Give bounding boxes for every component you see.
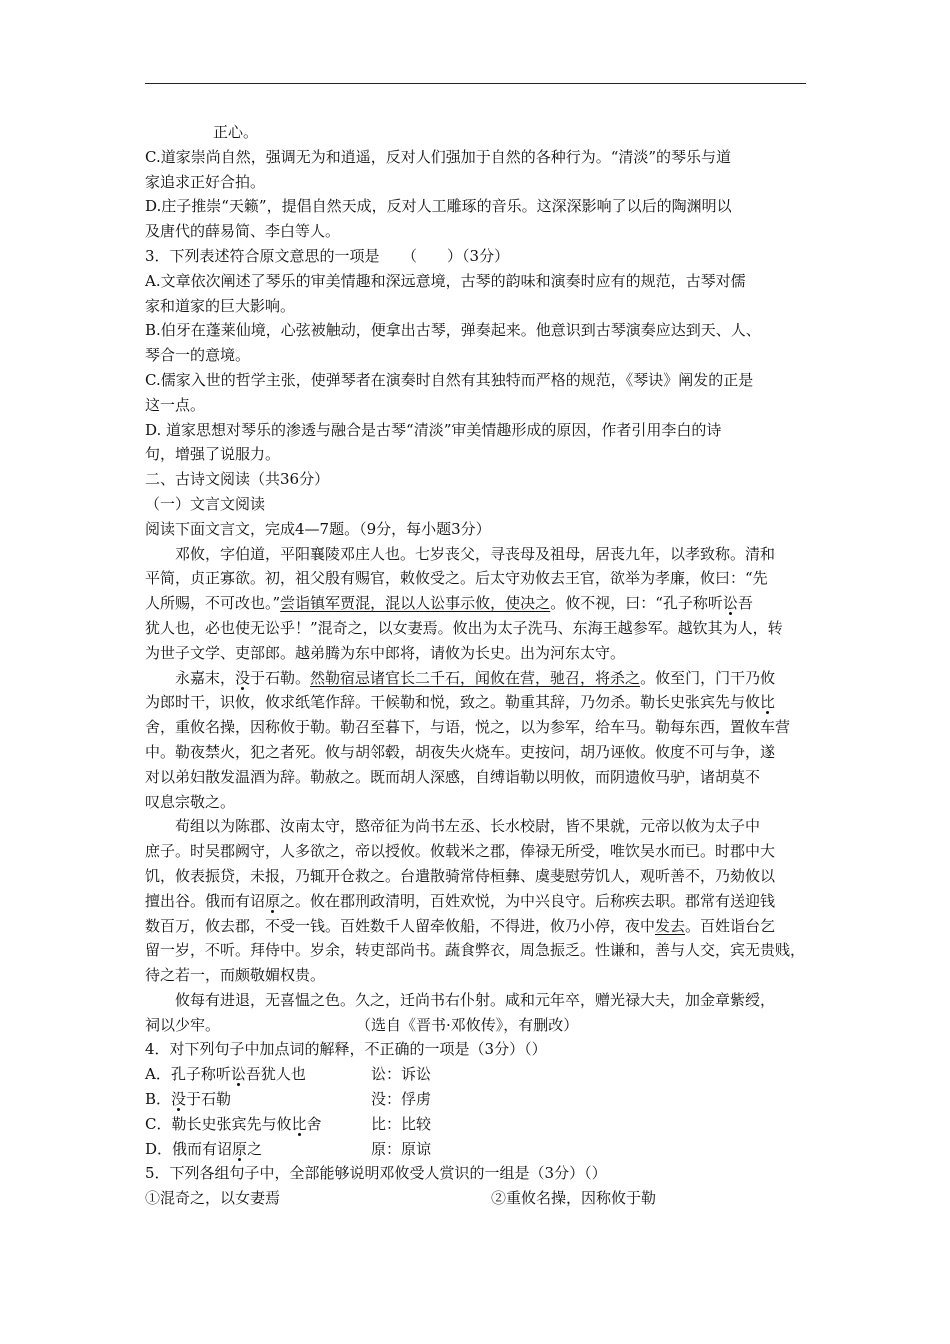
document-body xyxy=(145,120,813,1211)
dotted-word-mo: 没 xyxy=(235,668,251,687)
q4-option-b: B．没于石勒 没：俘虏 xyxy=(145,1090,432,1109)
q4-option-d: D．俄而有诏原之 原：原谅 xyxy=(145,1139,432,1158)
underlined-sentence-2: 然勒宿忌诸官长二千石，闻攸在营，驰召，将杀之 xyxy=(310,668,641,687)
q4-stem: 4．对下列句子中加点词的解释，不正确的一项是（3分）（） xyxy=(145,1040,547,1059)
q3-option-c: C.儒家入世的哲学主张，使弹琴者在演奏时自然有其独特而严格的规范，《琴诀》阐发的正是 这一点。 xyxy=(145,370,754,414)
q5-stem: 5．下列各组句子中，全部能够说明邓攸受人赏识的一组是（3分）（） xyxy=(145,1164,607,1183)
q5-item-1: ①混奇之，以女妻焉 xyxy=(145,1189,281,1208)
q5-item-2: ②重攸名操，因称攸于勒 xyxy=(491,1189,657,1208)
passage-paragraph-3: 荀组以为陈郡、汝南太守，愍帝征为尚书左丞、长水校尉，皆不果就，元帝以攸为太子中 庶子。时吴郡阙守，人多欲之，帝以授攸。攸载米之郡，俸禄无所受，唯饮吴水而已。时郡中大 饥，攸表振贷，未报，乃辄开仓救之。台遣散骑常侍桓彝、虞斐慰劳饥人，观听善不，乃劾攸以 擅出谷。俄而有诏原之。攸在郡刑政清明，百姓欢悦，为中兴良守。后称疾去职。郡常有送迎钱 数百万，攸去郡，不受一钱。百姓数千人留牵攸船，不得进，攸乃小停，夜中发去。百姓诣台乞 留一岁，不听。拜侍中。岁余，转吏部尚书。蔬食弊衣，周急振乏。性谦和，善与人交，宾无贵贱， 待之若一，而颇敬媚权贵。 xyxy=(145,817,806,985)
section-title: 二、古诗文阅读（共36分） xyxy=(145,470,330,489)
passage-paragraph-4: 攸每有进退，无喜愠之色。久之，迁尚书右仆射。咸和元年卒，赠光禄大夫，加金章紫绶， 祠以少牢。 （选自《晋书·邓攸传》，有删改） xyxy=(145,988,813,1038)
header-rule xyxy=(145,83,806,84)
q5-items xyxy=(145,1186,813,1211)
q2-option-c: C.道家崇尚自然，强调无为和逍遥，反对人们强加于自然的各种行为。“清淡”的琴乐与道 家追求正好合拍。 xyxy=(145,147,732,191)
dotted-word-song: 讼 xyxy=(722,594,738,613)
reading-instructions: 阅读下面文言文，完成4—7题。（9分，每小题3分） xyxy=(145,519,491,538)
q4-option-a: A．孔子称听讼吾犹人也 讼：诉讼 xyxy=(145,1065,432,1084)
passage-source: （选自《晋书·邓攸传》，有删改） xyxy=(356,1015,579,1034)
q3-option-a: A.文章依次阐述了琴乐的审美情趣和深远意境，古琴的韵味和演奏时应有的规范，古琴对儒 家和道家的巨大影响。 xyxy=(145,271,746,315)
underlined-word-faqu: 发去 xyxy=(655,916,686,935)
passage-paragraph-2: 永嘉末，没于石勒。然勒宿忌诸官长二千石，闻攸在营，驰召，将杀之。攸至门，门干乃攸 为郎时干，识攸，攸求纸笔作辞。干候勒和悦，致之。勒重其辞，乃勿杀。勒长史张宾先与攸比 舍，重攸名操，因称攸于勒。勒召至暮下，与语，悦之，以为参军，给车马。勒每东西，置攸车营 中。勒夜禁火，犯之者死。攸与胡邻毂，胡夜失火烧车。吏按问，胡乃诬攸。攸度不可与争，遂 对以弟妇散发温酒为辞。勒赦之。既而胡人深感，自缚诣勒以明攸，而阴遗攸马驴，诸胡莫不 叹息宗敬之。 xyxy=(145,668,791,811)
dotted-word-bi: 比 xyxy=(760,693,776,712)
continuation-line: 正心。 xyxy=(213,123,259,141)
q3-stem: 3．下列表述符合原文意思的一项是 （ ）（3分） xyxy=(145,246,510,265)
q3-option-d: D. 道家思想对琴乐的渗透与融合是古琴“清淡”审美情趣形成的原因，作者引用李白的诗 句，增强了说服力。 xyxy=(145,420,722,464)
underlined-sentence-1: 尝诣镇军贾混，混以人讼事示攸，使决之 xyxy=(280,594,551,613)
subsection-title: （一）文言文阅读 xyxy=(145,494,266,513)
dotted-word-yuan: 原 xyxy=(265,891,281,910)
passage-paragraph-1: 邓攸，字伯道，平阳襄陵邓庄人也。七岁丧父，寻丧母及祖母，居丧九年，以孝致称。清和 平简，贞正寡欲。初，祖父殷有赐官，敕攸受之。后太守劝攸去王官，欲举为孝廉，攸曰：“先 人所赐，不可改也。”尝诣镇军贾混，混以人讼事示攸，使决之。攸不视，曰：“孔子称听讼吾 犹人也，必也使无讼乎！”混奇之，以女妻焉。攸出为太子洗马、东海王越参军。越钦其为人，转 为世子文学、吏部郎。越弟腾为东中郎将，请攸为长史。出为河东太守。 xyxy=(145,544,783,662)
q3-option-b: B.伯牙在蓬莱仙境，心弦被触动，便拿出古琴，弹奏起来。他意识到古琴演奏应达到天、人、 琴合一的意境。 xyxy=(145,321,761,365)
q2-option-d: D.庄子推崇“天籁”，提倡自然天成，反对人工雕琢的音乐。这深深影响了以后的陶渊明以 及唐代的薛易简、李白等人。 xyxy=(145,197,732,241)
q4-option-c: C．勒长史张宾先与攸比舍 比：比较 xyxy=(145,1114,432,1133)
